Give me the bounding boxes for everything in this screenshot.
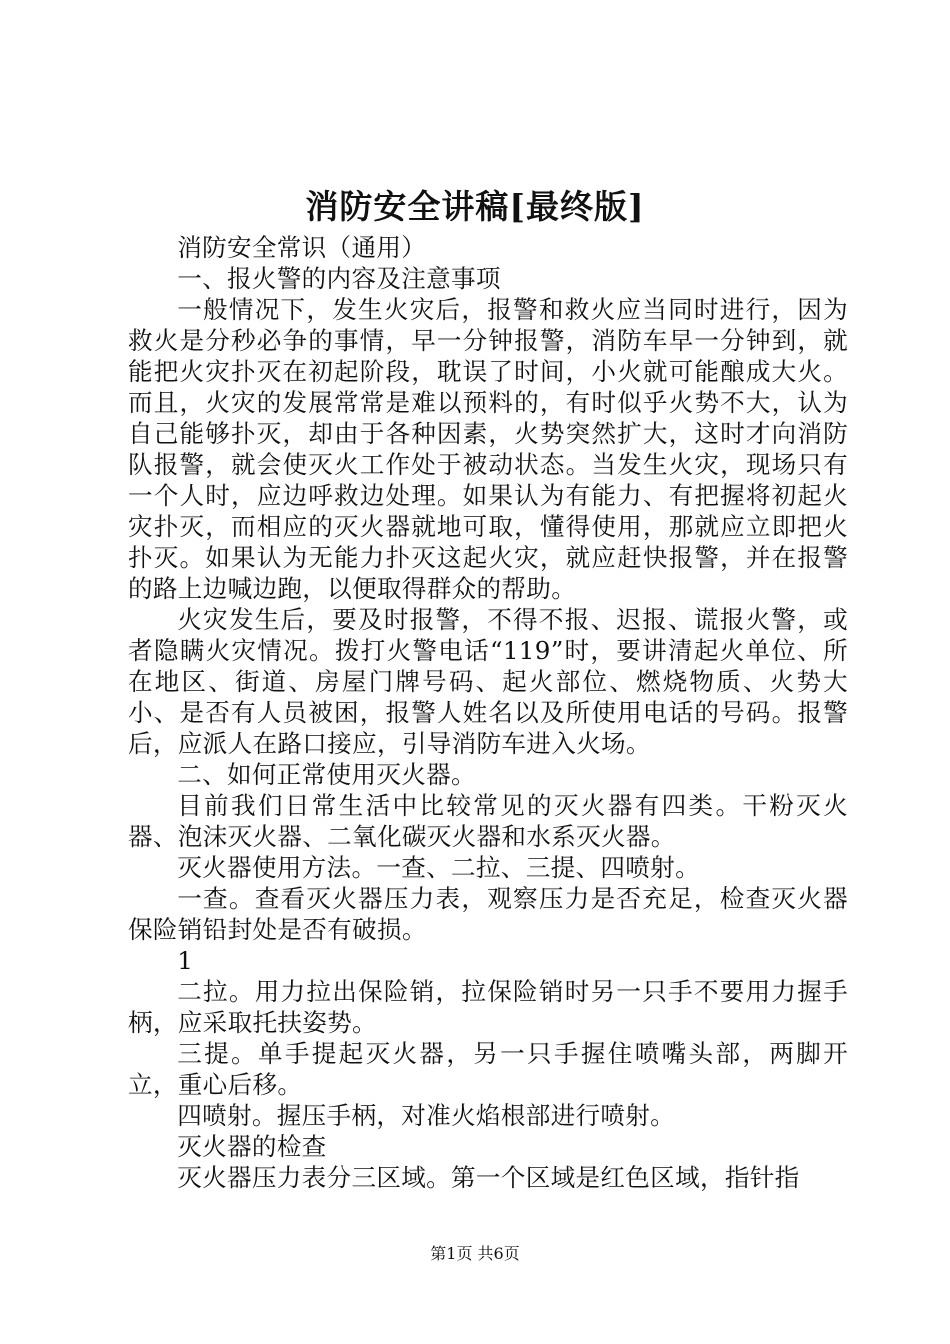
paragraph: 灭火器的检查 — [177, 1132, 327, 1161]
paragraph: 目前我们日常生活中比较常见的灭火器有四类。干粉灭火器、泡沫灭火器、二氧化碳灭火器和水系灭火器。 — [128, 791, 848, 851]
paragraph: 火灾发生后，要及时报警，不得不报、迟报、谎报火警，或者隐瞒火灾情况。拨打火警电话“119”时，要讲清起火单位、所在地区、街道、房屋门牌号码、起火部位、燃烧物质、火势大小、是否有人员被困，报警人姓名以及所使用电话的号码。报警后，应派人在路口接应，引导消防车进入火场。 — [128, 605, 848, 758]
paragraph: 一般情况下，发生火灾后，报警和救火应当同时进行，因为救火是分秒必争的事情，早一分钟报警，消防车早一分钟到，就能把火灾扑灭在初起阶段，耽误了时间，小火就可能酿成大火。而且，火灾的发展常常是难以预料的，有时似乎火势不大，认为自己能够扑灭，却由于各种因素，火势突然扩大，这时才向消防队报警，就会使灭火工作处于被动状态。当发生火灾，现场只有一个人时，应边呼救边处理。如果认为有能力、有把握将初起火灾扑灭，而相应的灭火器就地可取，懂得使用，那就应立即把火扑灭。如果认为无能力扑灭这起火灾，就应赶快报警，并在报警的路上边喊边跑，以便取得群众的帮助。 — [128, 295, 848, 603]
document-body — [128, 232, 848, 1193]
paragraph: 1 — [177, 946, 194, 975]
paragraph: 二拉。用力拉出保险销，拉保险销时另一只手不要用力握手柄，应采取托扶姿势。 — [128, 977, 848, 1037]
paragraph: 灭火器使用方法。一查、二拉、三提、四喷射。 — [177, 853, 700, 882]
paragraph: 四喷射。握压手柄，对准火焰根部进行喷射。 — [177, 1101, 676, 1130]
page-footer: 第1页 共6页 — [430, 1244, 520, 1263]
paragraph: 消防安全常识（通用） — [177, 233, 427, 262]
paragraph: 灭火器压力表分三区域。第一个区域是红色区域，指针指 — [177, 1163, 800, 1192]
paragraph: 一、报火警的内容及注意事项 — [177, 264, 501, 293]
paragraph: 二、如何正常使用灭火器。 — [177, 760, 476, 789]
paragraph: 一查。查看灭火器压力表，观察压力是否充足，检查灭火器保险销铅封处是否有破损。 — [128, 884, 848, 944]
document-title: 消防安全讲稿[最终版] — [305, 187, 645, 226]
paragraph: 三提。单手提起灭火器，另一只手握住喷嘴头部，两脚开立，重心后移。 — [128, 1039, 848, 1099]
